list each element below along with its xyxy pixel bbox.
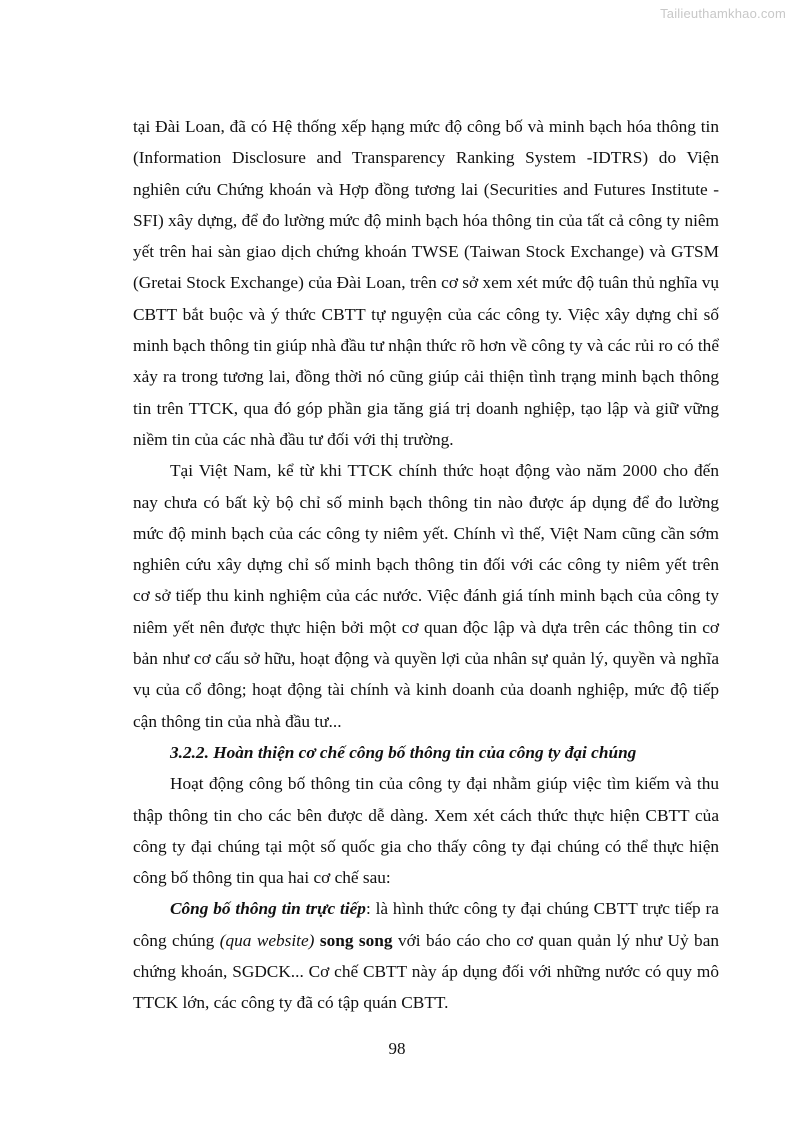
paragraph-disclosure-mechanisms: Hoạt động công bố thông tin của công ty đại nhằm giúp việc tìm kiếm và thu thập thông tin cho các bên được dễ dàng. Xem xét cách thức thực hiện CBTT của công ty đại chúng tại một số quốc gia cho thấy công ty đại chúng có thể thực hiện công bố thông tin qua hai cơ chế sau: xyxy=(133,774,719,888)
section-heading: 3.2.2. Hoàn thiện cơ chế công bố thông tin của công ty đại chúng xyxy=(170,742,637,762)
direct-disclosure-bold: song song xyxy=(319,930,393,950)
page-number: 98 xyxy=(388,1039,406,1058)
direct-disclosure-text-2: với báo cáo cho cơ quan quản lý như Uỷ ban chứng khoán, SGDCK... Cơ chế CBTT này áp dụng đối với những nước có quy mô TTCK lớn, các công ty đã có tập quán CBTT. xyxy=(133,930,720,1013)
direct-disclosure-term: Công bố thông tin trực tiếp xyxy=(170,899,366,919)
paragraph-direct-disclosure xyxy=(133,893,719,1018)
watermark: Tailieuthamkhao.com xyxy=(660,6,786,21)
direct-disclosure-text-1: : là hình thức công ty đại chúng CBTT trực tiếp ra công chúng xyxy=(133,899,719,950)
direct-disclosure-website: (qua website) xyxy=(219,930,315,950)
page-body xyxy=(133,111,719,1019)
paragraph-idtrs: tại Đài Loan, đã có Hệ thống xếp hạng mức độ công bố và minh bạch hóa thông tin (Information Disclosure and Transparency Ranking System -IDTRS) do Viện nghiên cứu Chứng khoán và Hợp đồng tương lai (Securities and Futures Institute - SFI) xây dựng, để đo lường mức độ minh bạch hóa thông tin của tất cả công ty niêm yết trên hai sàn giao dịch chứng khoán TWSE (Taiwan Stock Exchange) và GTSM (Gretai Stock Exchange) của Đài Loan, trên cơ sở xem xét mức độ tuân thủ nghĩa vụ CBTT bắt buộc và ý thức CBTT tự nguyện của các công ty. Việc xây dựng chỉ số minh bạch thông tin giúp nhà đầu tư nhận thức rõ hơn về công ty và các rủi ro có thể xảy ra trong tương lai, đồng thời nó cũng giúp cải thiện tình trạng minh bạch thông tin trên TTCK, qua đó góp phần gia tăng giá trị doanh nghiệp, tạo lập và giữ vững niềm tin của các nhà đầu tư đối với thị trường. xyxy=(133,117,719,449)
paragraph-vietnam: Tại Việt Nam, kể từ khi TTCK chính thức hoạt động vào năm 2000 cho đến nay chưa có bất kỳ bộ chỉ số minh bạch thông tin nào được áp dụng để đo lường mức độ minh bạch của các công ty niêm yết. Chính vì thế, Việt Nam cũng cần sớm nghiên cứu xây dựng chỉ số minh bạch thông tin đối với các công ty niêm yết trên cơ sở tiếp thu kinh nghiệm của các nước. Việc đánh giá tính minh bạch của công ty niêm yết nên được thực hiện bởi một cơ quan độc lập và dựa trên các thông tin cơ bản như cơ cấu sở hữu, hoạt động và quyền lợi của nhân sự quản lý, quyền và nghĩa vụ của cổ đông; hoạt động tài chính và kinh doanh của doanh nghiệp, mức độ tiếp cận thông tin của nhà đầu tư... xyxy=(133,461,719,731)
